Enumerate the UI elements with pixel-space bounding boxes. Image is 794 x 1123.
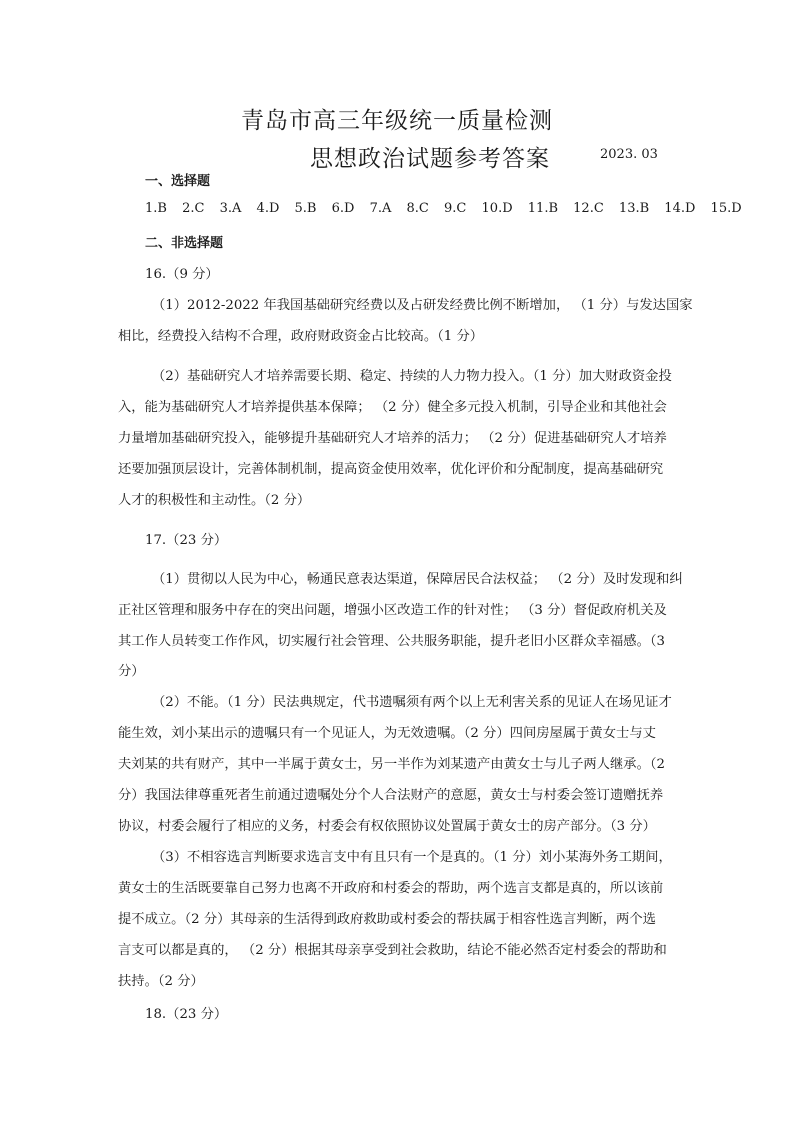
answer-line: 其工作人员转变工作作风，切实履行社会管理、公共服务职能，提升老旧小区群众幸福感。（3 — [118, 634, 665, 649]
choice-answer: 13.B — [618, 201, 650, 216]
choice-answer: 4.D — [256, 201, 280, 216]
choice-answer: 14.D — [664, 201, 696, 216]
answer-line: 扶持。（2 分） — [118, 974, 204, 989]
answer-line: 分）我国法律尊重死者生前通过遗嘱处分个人合法财产的意愿，黄女士与村委会签订遗赠抚养 — [118, 788, 664, 803]
answer-line: 人才的积极性和主动性。（2 分） — [118, 493, 311, 508]
choice-answer: 5.B — [294, 201, 317, 216]
choice-answer: 1.B — [145, 201, 167, 216]
answer-line: 正社区管理和服务中存在的突出问题，增强小区改造工作的针对性； （3 分）督促政府机关及 — [118, 603, 667, 618]
answer-line: 言支可以都是真的， （2 分）根据其母亲享受到社会救助，结论不能必然否定村委会的帮助和 — [118, 943, 667, 958]
choice-answer: 2.C — [182, 201, 205, 216]
answer-line: 夫刘某的共有财产，其中一半属于黄女士，另一半作为刘某遗产由黄女士与儿子两人继承。（2 — [118, 757, 665, 772]
section-nonchoice-heading: 二、非选择题 — [145, 236, 224, 251]
answer-line: 力量增加基础研究投入，能够提升基础研究人才培养的活力； （2 分）促进基础研究人才培养 — [118, 431, 667, 446]
question-16-heading: 16.（9 分） — [145, 267, 219, 282]
answer-line: 相比，经费投入结构不合理，政府财政资金占比较高。（1 分） — [118, 329, 484, 344]
choice-answer: 8.C — [406, 201, 429, 216]
choice-answer: 10.D — [481, 201, 513, 216]
choice-answers-row — [145, 201, 753, 216]
page-subtitle: 思想政治试题参考答案 — [310, 146, 550, 172]
answer-line: （3）不相容选言判断要求选言支中有且只有一个是真的。（1 分）刘小某海外务工期间， — [152, 850, 672, 865]
choice-answer: 3.A — [219, 201, 242, 216]
answer-line: 分） — [118, 664, 145, 679]
question-18-heading: 18.（23 分） — [145, 1007, 228, 1022]
answer-line: （1）2012-2022 年我国基础研究经费以及占研发经费比例不断增加， （1 分）与发达国家 — [152, 298, 693, 313]
choice-answer: 11.B — [527, 201, 559, 216]
question-17-heading: 17.（23 分） — [145, 533, 228, 548]
choice-answer: 15.D — [710, 201, 742, 216]
answer-line: 协议，村委会履行了相应的义务，村委会有权依照协议处置属于黄女士的房产部分。（3 分） — [118, 819, 656, 834]
section-choice-heading: 一、选择题 — [145, 174, 211, 189]
answer-line: 能生效，刘小某出示的遗嘱只有一个见证人，为无效遗嘱。（2 分）四间房屋属于黄女士与丈 — [118, 726, 656, 741]
choice-answer: 12.C — [573, 201, 604, 216]
choice-answer: 9.C — [444, 201, 467, 216]
answer-line: （2）基础研究人才培养需要长期、稳定、持续的人力物力投入。（1 分）加大财政资金投 — [152, 369, 672, 384]
choice-answer: 6.D — [331, 201, 355, 216]
choice-answer: 7.A — [369, 201, 392, 216]
answer-line: 入，能为基础研究人才培养提供基本保障； （2 分）健全多元投入机制，引导企业和其他社会 — [118, 400, 667, 415]
answer-line: （1）贯彻以人民为中心，畅通民意表达渠道，保障居民合法权益； （2 分）及时发现和纠 — [152, 572, 683, 587]
exam-date: 2023. 03 — [600, 147, 658, 162]
answer-line: 黄女士的生活既要靠自己努力也离不开政府和村委会的帮助，两个选言支都是真的，所以该前 — [118, 881, 664, 896]
answer-line: （2）不能。（1 分）民法典规定，代书遗嘱须有两个以上无利害关系的见证人在场见证才 — [152, 695, 672, 710]
page-title: 青岛市高三年级统一质量检测 — [241, 108, 553, 134]
answer-line: 提不成立。（2 分）其母亲的生活得到政府救助或村委会的帮扶属于相容性选言判断，两个选 — [118, 912, 656, 927]
answer-line: 还要加强顶层设计，完善体制机制，提高资金使用效率，优化评价和分配制度，提高基础研究 — [118, 462, 664, 477]
